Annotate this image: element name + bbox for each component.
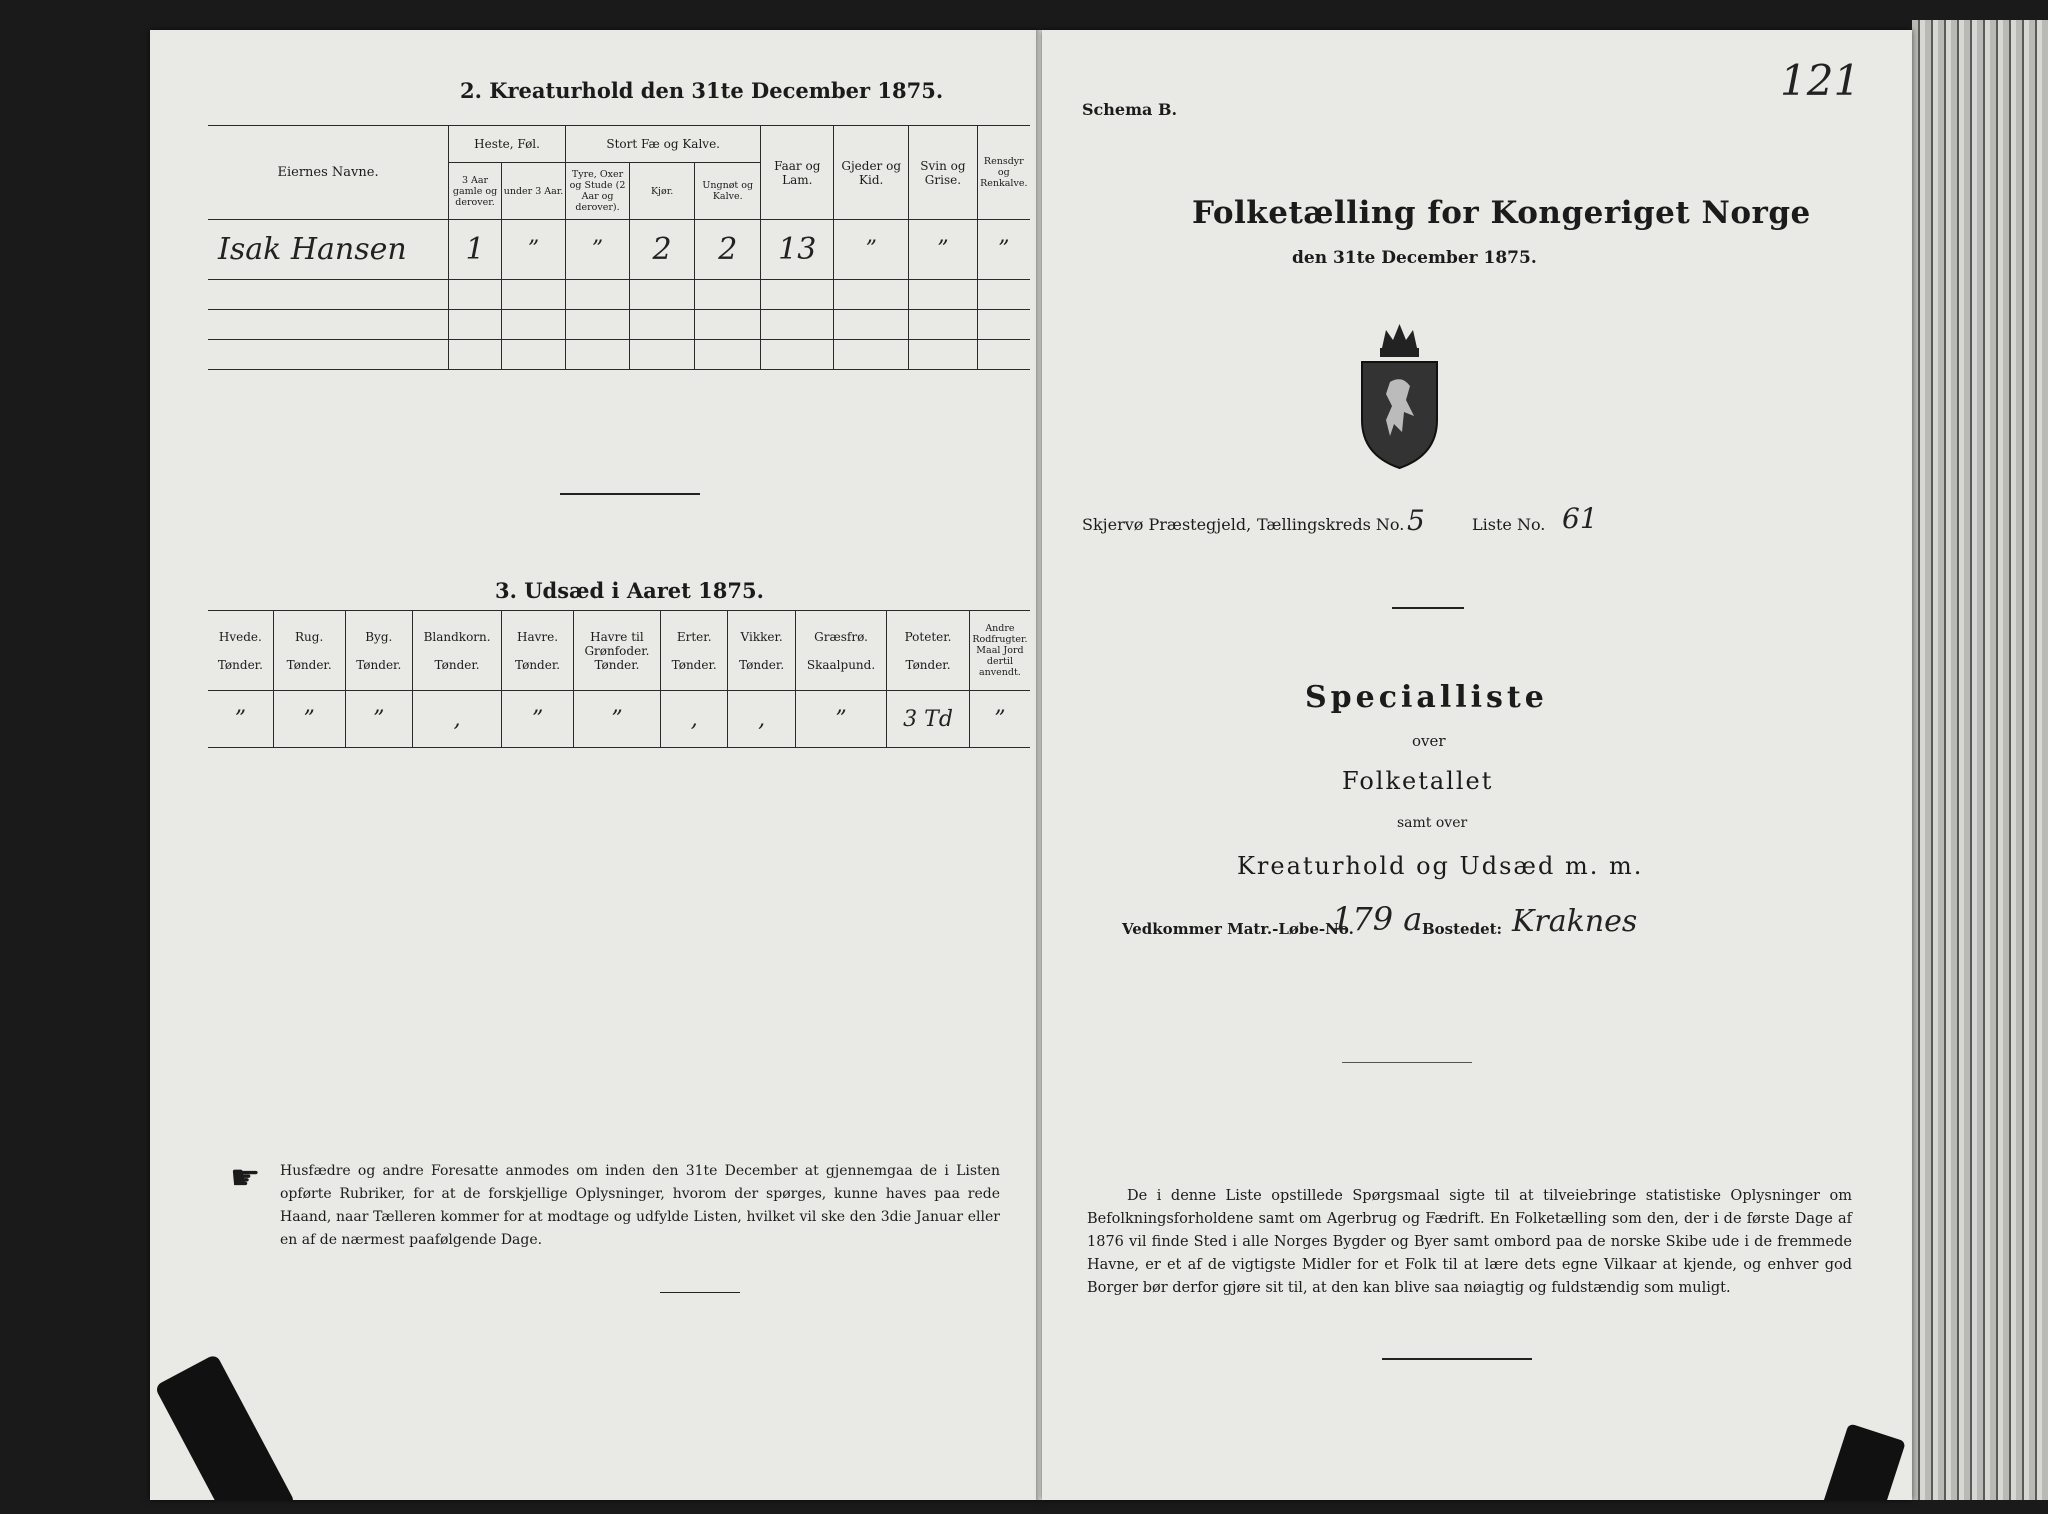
cell-horses-young: ”: [502, 220, 566, 280]
seed-cell: ”: [969, 691, 1030, 748]
header-horses-old: 3 Aar gamle og derover.: [449, 163, 502, 220]
book-page-edges: [1912, 20, 2048, 1500]
seed-header: Poteter. Tønder.: [887, 611, 970, 691]
seed-header: Erter. Tønder.: [660, 611, 727, 691]
seed-cell: ”: [795, 691, 886, 748]
seed-cell: ,: [660, 691, 727, 748]
bottom-rule: [1382, 1358, 1532, 1360]
matr-value: 179 a: [1332, 900, 1423, 938]
header-cattle-cows: Kjør.: [630, 163, 695, 220]
schema-label: Schema B.: [1082, 100, 1178, 119]
section3-title: 3. Udsæd i Aaret 1875.: [495, 578, 764, 603]
bosted-value: Kraknes: [1512, 904, 1638, 939]
cell-goats: ”: [834, 220, 909, 280]
divider: [1392, 607, 1464, 609]
main-subtitle: den 31te December 1875.: [1292, 248, 1537, 268]
cell-reindeer: ”: [977, 220, 1030, 280]
footer-text: De i denne Liste opstillede Spørgsmaal sigte til at tilveiebringe statistiske Oplysninger om Befolkningsforholdene samt om Agerbrug og Fædrift. En Folketælling som den, der i de første Dage af 1876 vil finde Sted i alle Norges Bygder og Byer samt ombord paa de norske Skibe ude i de fremmede Havne, er et af de vigtigste Midler for et Folk til at lære dets egne Vilkaar at kjende, og enhver god Borger bør derfor gjøre sit til, at den kan blive saa nøiagtig og fuldstændig som muligt.: [1087, 1188, 1852, 1296]
section2-title: 2. Kreaturhold den 31te December 1875.: [460, 78, 944, 103]
over-text: over: [1412, 732, 1446, 750]
bosted-label: Bostedet:: [1422, 920, 1503, 938]
pointing-hand-icon: ☛: [230, 1158, 261, 1198]
district-label: Tællingskreds No.: [1257, 515, 1405, 534]
seed-header: Havre. Tønder.: [502, 611, 574, 691]
left-page: [150, 30, 1040, 1500]
cell-sheep: 13: [761, 220, 834, 280]
kreatur-title: Kreaturhold og Udsæd m. m.: [1237, 852, 1644, 880]
short-rule: [660, 1292, 740, 1293]
list-value: 61: [1562, 502, 1598, 535]
cell-cattle-cows: 2: [630, 220, 695, 280]
samt-over-text: samt over: [1397, 815, 1468, 831]
seed-cell: ”: [273, 691, 345, 748]
seed-header: Andre Rodfrugter. Maal Jord dertil anvendt.: [969, 611, 1030, 691]
cell-horses-old: 1: [449, 220, 502, 280]
header-horses-young: under 3 Aar.: [502, 163, 566, 220]
owner-name: Isak Hansen: [208, 220, 449, 280]
seed-cell: ”: [208, 691, 273, 748]
faint-rule: [1342, 1062, 1472, 1063]
livestock-table: [208, 125, 1030, 370]
header-sheep: Faar og Lam.: [761, 126, 834, 220]
header-owner: Eiernes Navne.: [208, 126, 449, 220]
main-title: Folketælling for Kongeriget Norge: [1192, 195, 1811, 231]
seed-cell: ,: [412, 691, 501, 748]
book-clip-marker: [1818, 1423, 1906, 1500]
norway-coat-of-arms-icon: [1352, 320, 1447, 470]
seed-cell: ”: [502, 691, 574, 748]
seed-header: Byg. Tønder.: [345, 611, 412, 691]
matr-label: Vedkommer Matr.-Løbe-No.: [1122, 920, 1354, 938]
seed-header: Blandkorn. Tønder.: [412, 611, 501, 691]
seed-header: Havre til Grønfoder. Tønder.: [573, 611, 660, 691]
seed-cell: ,: [728, 691, 795, 748]
seed-cell: ”: [573, 691, 660, 748]
parish-name: Skjervø Præstegjeld,: [1082, 515, 1252, 534]
header-cattle-young: Ungnøt og Kalve.: [695, 163, 761, 220]
divider: [560, 493, 700, 495]
cell-pigs: ”: [909, 220, 977, 280]
header-reindeer: Rensdyr og Renkalve.: [977, 126, 1030, 220]
header-cattle-bulls: Tyre, Oxer og Stude (2 Aar og derover).: [566, 163, 630, 220]
book-clip-marker: [154, 1354, 296, 1500]
folketallet-title: Folketallet: [1342, 767, 1494, 795]
header-pigs: Svin og Grise.: [909, 126, 977, 220]
right-page: [1042, 30, 1912, 1500]
district-value: 5: [1407, 504, 1425, 537]
specialliste-title: Specialliste: [1305, 680, 1548, 715]
cell-cattle-bulls: ”: [566, 220, 630, 280]
seed-cell: ”: [345, 691, 412, 748]
notice-text: Husfædre og andre Foresatte anmodes om inden den 31te December at gjennemgaa de i Listen opførte Rubriker, for at de forskjellige Oplysninger, hvorom der spørges, kunne haves paa rede Haand, naar Tælleren kommer for at modtage og udfylde Listen, hvilket vil ske den 3die Januar eller en af de nærmest paafølgende Dage.: [280, 1163, 1000, 1248]
header-cattle: Stort Fæ og Kalve.: [566, 126, 761, 163]
seed-header: Græsfrø. Skaalpund.: [795, 611, 886, 691]
seed-header: Hvede. Tønder.: [208, 611, 273, 691]
page-number: 121: [1780, 56, 1861, 105]
seed-header: Rug. Tønder.: [273, 611, 345, 691]
header-goats: Gjeder og Kid.: [834, 126, 909, 220]
seed-header: Vikker. Tønder.: [728, 611, 795, 691]
seed-cell: 3 Td: [887, 691, 970, 748]
seed-table: [208, 610, 1030, 748]
list-label: Liste No.: [1472, 515, 1546, 534]
cell-cattle-young: 2: [695, 220, 761, 280]
header-horses: Heste, Føl.: [449, 126, 566, 163]
